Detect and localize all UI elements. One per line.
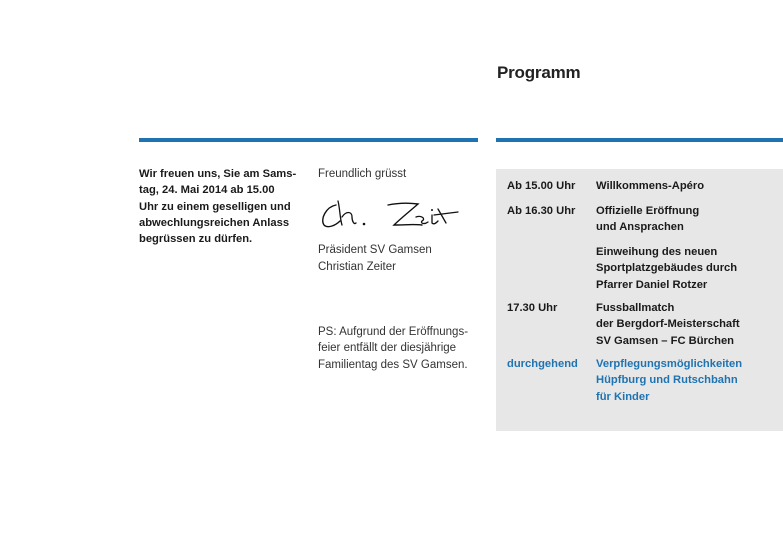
program-desc <box>596 356 776 405</box>
intro-paragraph <box>139 166 304 247</box>
program-panel <box>496 169 783 431</box>
program-desc-line: Sportplatzgebäudes durch <box>596 262 738 275</box>
program-time: 17.30 Uhr <box>507 302 558 314</box>
signer-name: Christian Zeiter <box>318 261 396 273</box>
intro-line: Uhr zu einem geselligen und <box>139 200 291 213</box>
program-desc-line: Hüpfburg und Rutschbahn <box>596 374 738 387</box>
ps-line: Familientag des SV Gamsen. <box>318 358 468 371</box>
program-desc <box>596 244 776 293</box>
right-divider <box>496 138 783 142</box>
intro-line: begrüssen zu dürfen. <box>139 233 253 246</box>
intro-line: Wir freuen uns, Sie am Sams- <box>139 168 297 180</box>
program-desc-line: Offizielle Eröffnung <box>596 205 700 217</box>
program-desc-line: SV Gamsen – FC Bürchen <box>596 334 735 347</box>
left-divider <box>139 138 478 142</box>
closing-text: Freundlich grüsst <box>318 168 407 180</box>
program-time: Ab 15.00 Uhr <box>507 180 576 192</box>
program-desc-line: der Bergdorf-Meisterschaft <box>596 318 740 331</box>
ps-line: PS: Aufgrund der Eröffnungs- <box>318 326 469 338</box>
program-desc-line: Willkommens-Apéro <box>596 180 705 192</box>
program-desc-line: Fussballmatch <box>596 302 675 314</box>
program-desc-line: für Kinder <box>596 390 650 403</box>
program-desc <box>596 178 776 194</box>
signature <box>318 195 468 238</box>
program-desc-line: und Ansprachen <box>596 221 684 234</box>
program-desc <box>596 203 776 236</box>
program-desc-line: Einweihung des neuen <box>596 246 718 258</box>
programm-title: Programm <box>497 63 581 82</box>
ps-line: feier entfällt der diesjährige <box>318 342 457 355</box>
program-desc-line: Verpflegungsmöglichkeiten <box>596 358 743 370</box>
program-time: durchgehend <box>507 358 578 370</box>
signature-graphic <box>318 195 468 233</box>
signer-role: Präsident SV Gamsen <box>318 244 432 256</box>
ps-note <box>318 324 488 373</box>
program-desc <box>596 300 776 349</box>
program-desc-line: Pfarrer Daniel Rotzer <box>596 278 708 291</box>
intro-line: tag, 24. Mai 2014 ab 15.00 <box>139 184 275 197</box>
program-time: Ab 16.30 Uhr <box>507 205 576 217</box>
intro-line: abwechlungsreichen Anlass <box>139 216 290 229</box>
